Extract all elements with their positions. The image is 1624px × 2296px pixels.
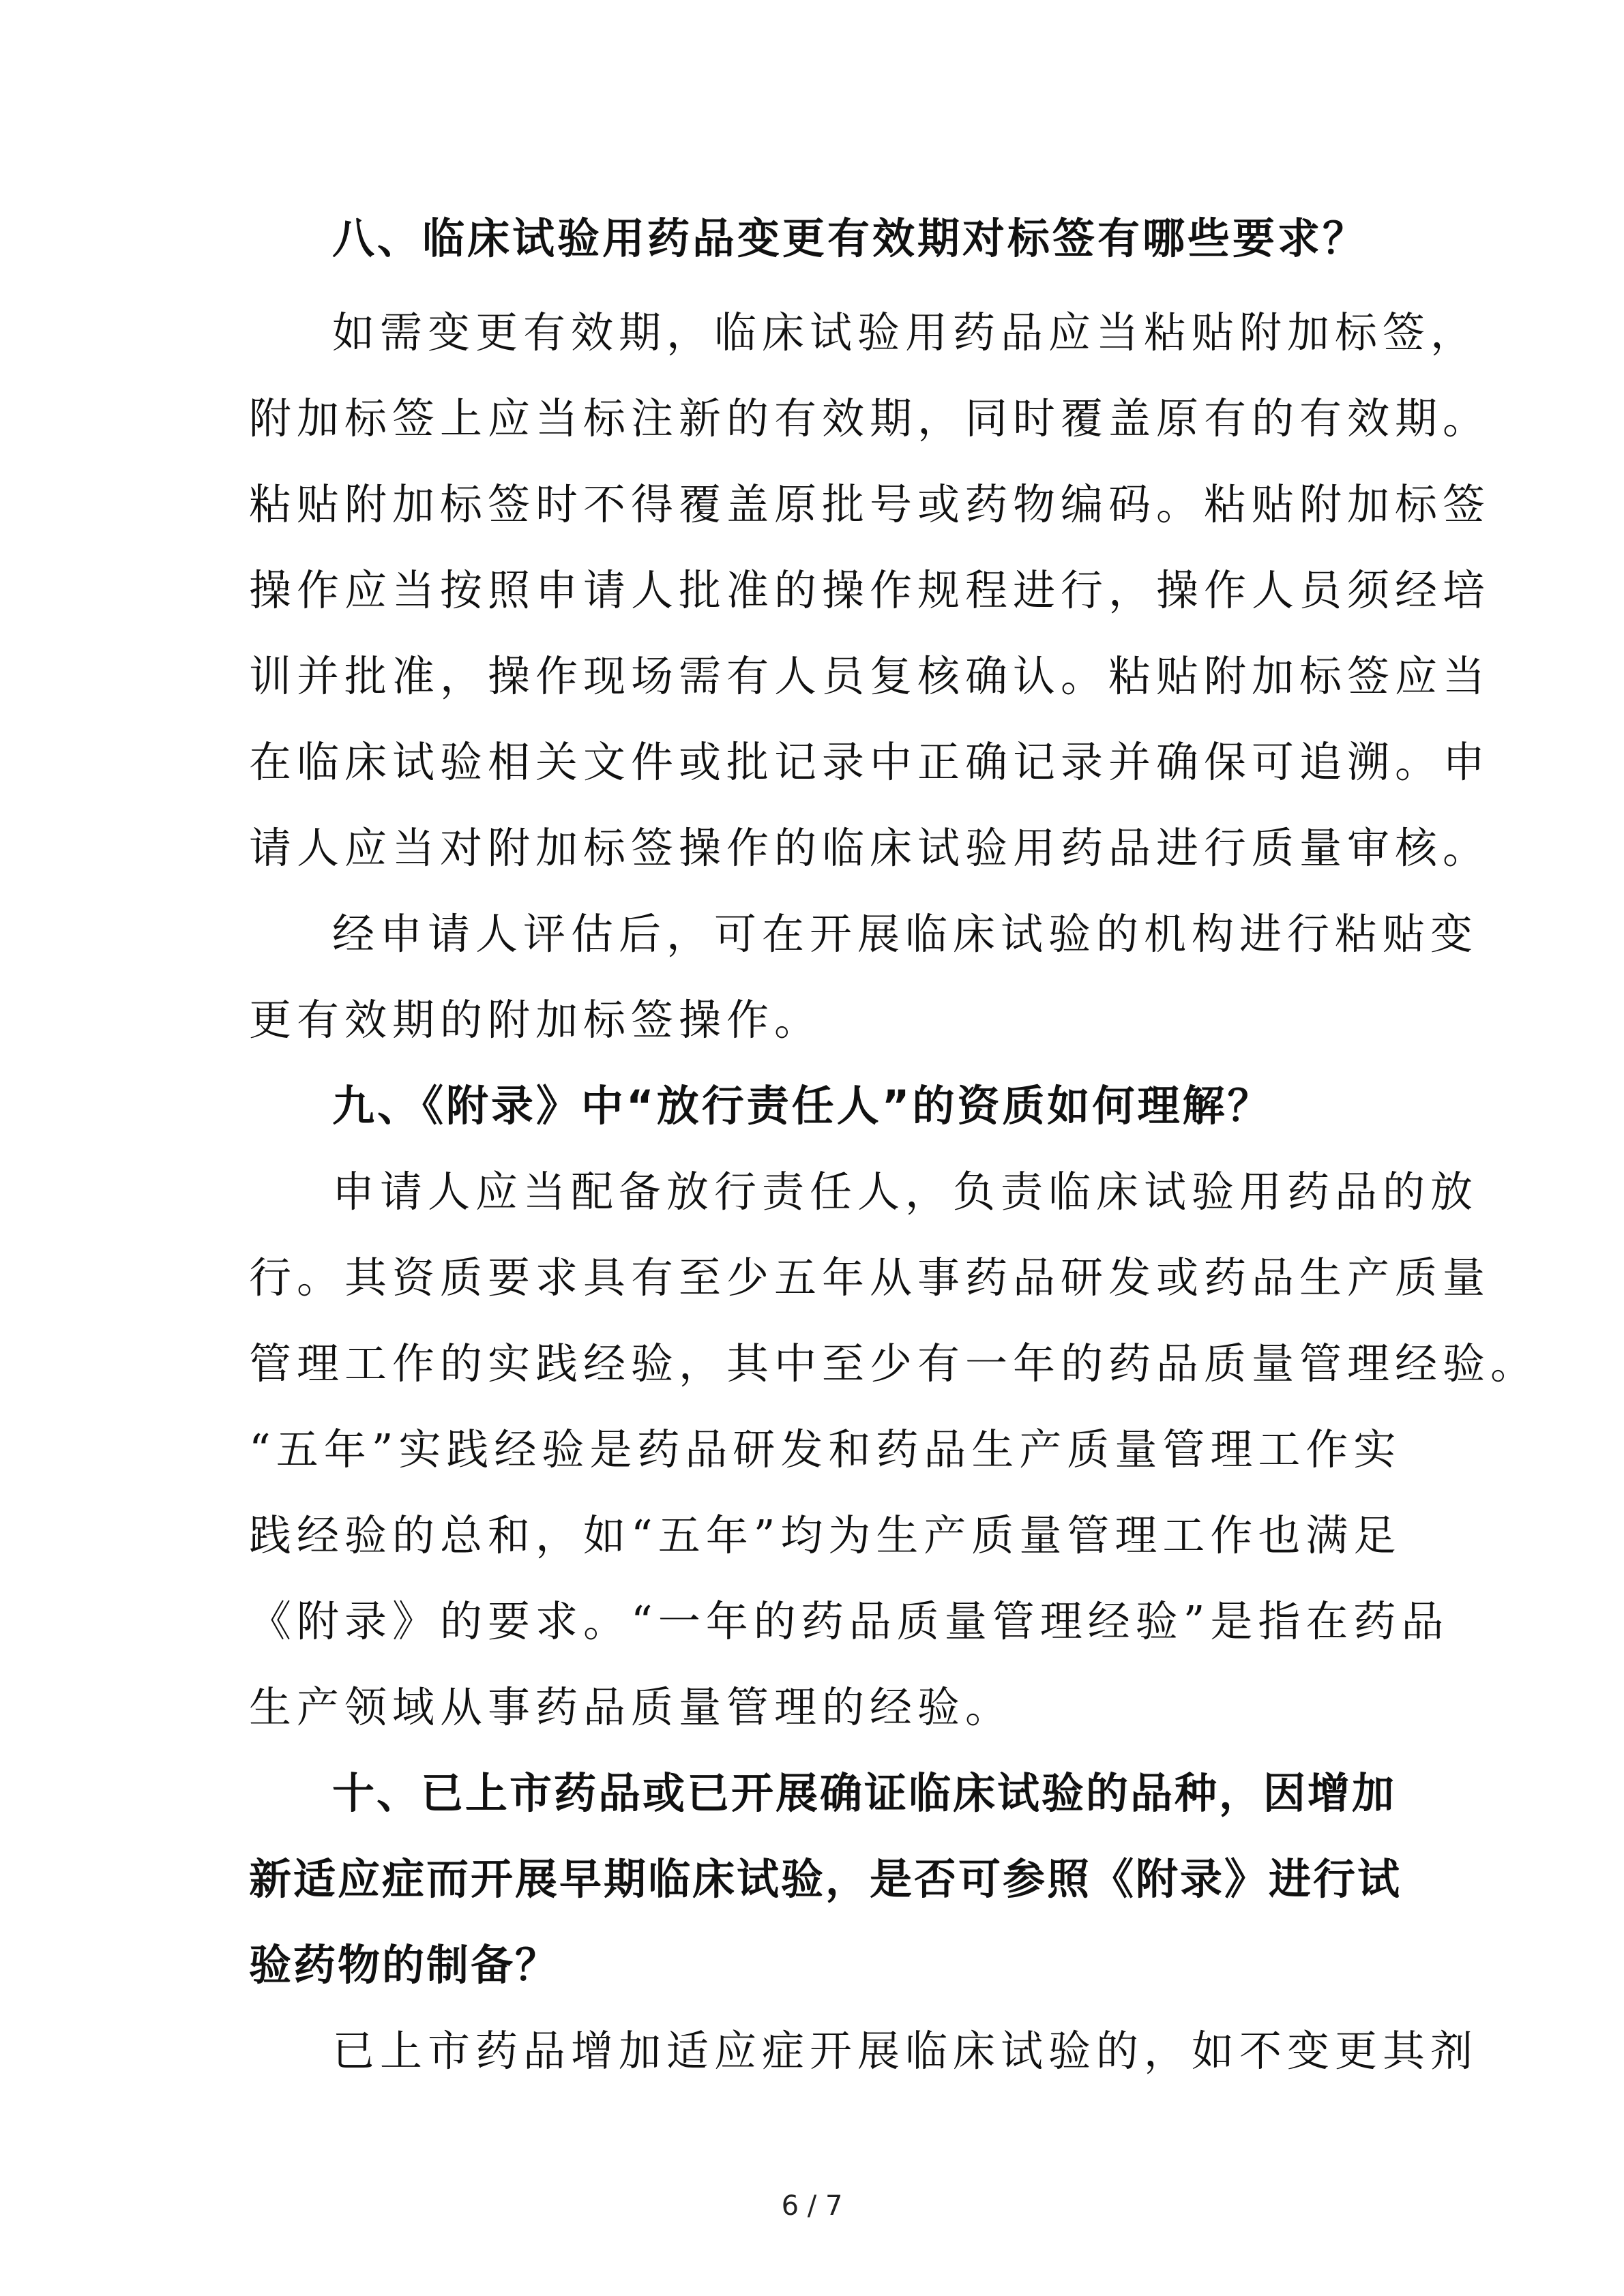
section-8-para-1-line-6: 在临床试验相关文件或批记录中正确记录并确保可追溯。申	[249, 737, 1491, 787]
section-8-para-1-line-4: 操作应当按照申请人批准的操作规程进行，操作人员须经培	[249, 565, 1491, 615]
section-9-para-1-line-3: 管理工作的实践经验，其中至少有一年的药品质量管理经验。	[249, 1339, 1539, 1388]
section-9-para-1-line-7: 生产领域从事药品质量管理的经验。	[249, 1682, 1014, 1732]
page-number: 6 / 7	[781, 2190, 843, 2222]
section-8-para-1-line-5: 训并批准，操作现场需有人员复核确认。粘贴附加标签应当	[249, 651, 1491, 701]
section-9-heading: 九、《附录》中“放行责任人”的资质如何理解？	[332, 1081, 1273, 1131]
section-9-para-1-line-2: 行。其资质要求具有至少五年从事药品研发或药品生产质量	[249, 1253, 1491, 1302]
section-8-para-2-line-1: 经申请人评估后，可在开展临床试验的机构进行粘贴变	[332, 909, 1479, 959]
section-10-heading-line-3: 验药物的制备？	[249, 1940, 560, 1990]
section-8-para-1-line-1: 如需变更有效期，临床试验用药品应当粘贴附加标签，	[332, 308, 1479, 357]
section-9-para-1-line-5: 践经验的总和，如“五年”均为生产质量管理工作也满足	[249, 1510, 1402, 1560]
section-9-para-1-line-4: “五年”实践经验是药品研发和药品生产质量管理工作实	[249, 1425, 1402, 1474]
section-9-para-1-line-1: 申请人应当配备放行责任人，负责临床试验用药品的放	[332, 1167, 1479, 1217]
section-8-heading: 八、临床试验用药品变更有效期对标签有哪些要求？	[332, 213, 1368, 263]
section-10-heading-line-1: 十、已上市药品或已开展确证临床试验的品种，因增加	[332, 1768, 1397, 1818]
section-8-para-1-line-7: 请人应当对附加标签操作的临床试验用药品进行质量审核。	[249, 823, 1491, 873]
section-10-heading-line-2: 新适应症而开展早期临床试验，是否可参照《附录》进行试	[249, 1854, 1402, 1904]
section-8-para-2-line-2: 更有效期的附加标签操作。	[249, 995, 823, 1045]
section-8-para-1-line-2: 附加标签上应当标注新的有效期，同时覆盖原有的有效期。	[249, 393, 1491, 443]
section-10-para-1-line-1: 已上市药品增加适应症开展临床试验的，如不变更其剂	[332, 2026, 1479, 2076]
section-8-para-1-line-3: 粘贴附加标签时不得覆盖原批号或药物编码。粘贴附加标签	[249, 479, 1491, 529]
section-9-para-1-line-6: 《附录》的要求。“一年的药品质量管理经验”是指在药品	[249, 1596, 1449, 1646]
